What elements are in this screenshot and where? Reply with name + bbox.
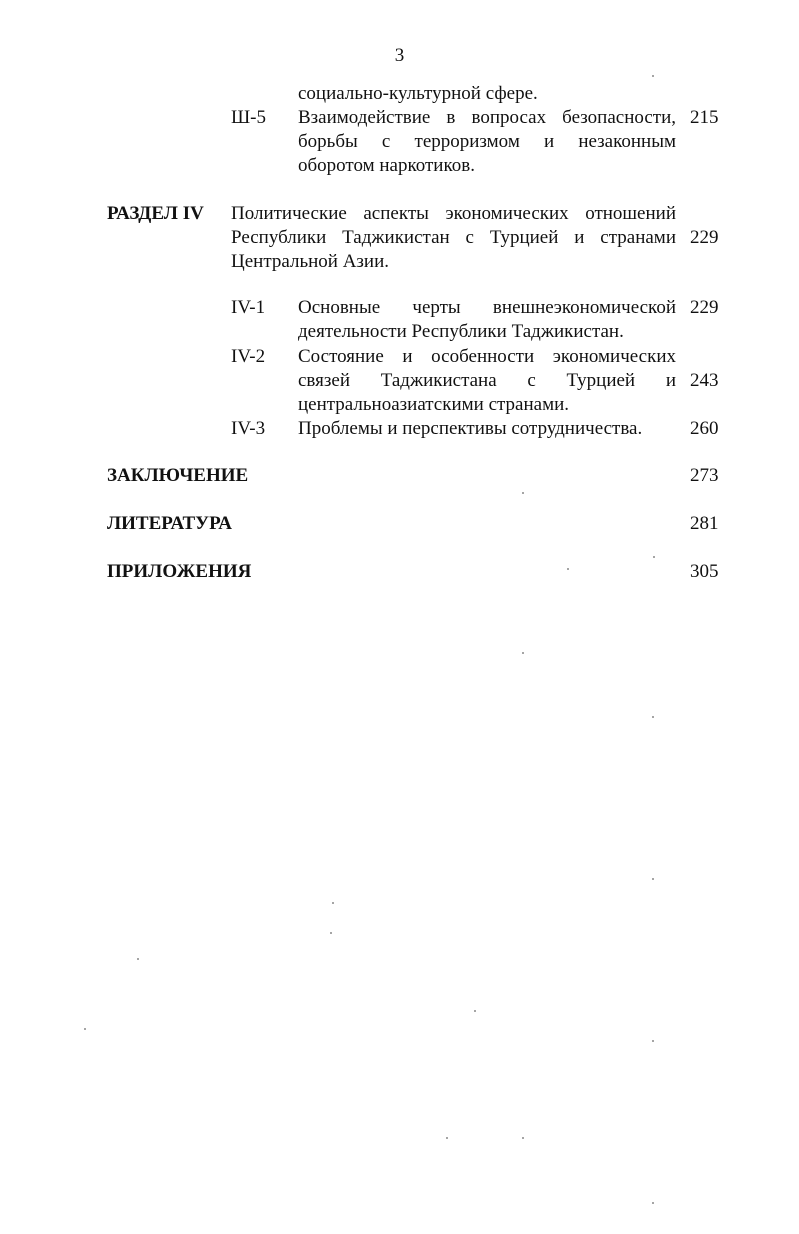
toc-section-4-line1: Политические аспекты экономических отношений [231, 203, 676, 224]
toc-entry-3-5-line3: оборотом наркотиков. [298, 155, 475, 176]
toc-entry-4-1-line2: деятельности Республики Таджикистан. [298, 321, 624, 342]
toc-section-4-line3: Центральной Азии. [231, 251, 390, 272]
toc-section-4-line2: Республики Таджикистан с Турцией и странами [231, 227, 676, 248]
toc-appendices-page: 305 [690, 561, 719, 582]
toc-entry-3-5-line2: борьбы с терроризмом и незаконным [298, 131, 676, 152]
toc-entry-4-3-page: 260 [690, 418, 719, 439]
toc-entry-4-2-line3: центральноазиатскими странами. [298, 394, 570, 415]
toc-entry-4-1-page: 229 [690, 297, 719, 318]
toc-section-4-label: РАЗДЕЛ IV [107, 203, 204, 224]
toc-entry-4-3-line1: Проблемы и перспективы сотрудничества. [298, 418, 643, 439]
toc-section-4-page: 229 [690, 227, 719, 248]
toc-entry-3-5-page: 215 [690, 107, 719, 128]
toc-appendices-label: ПРИЛОЖЕНИЯ [107, 561, 252, 582]
toc-entry-4-3-code: IV-3 [231, 418, 266, 439]
toc-conclusion-page: 273 [690, 465, 719, 486]
toc-literature-label: ЛИТЕРАТУРА [107, 513, 233, 534]
toc-entry-4-2-line2: связей Таджикистана с Турцией и [298, 370, 676, 391]
toc-entry-4-1-line1: Основные черты внешнеэкономической [298, 297, 676, 318]
page-number: 3 [394, 45, 405, 66]
toc-entry-3-5-line1: Взаимодействие в вопросах безопасности, [298, 107, 676, 128]
toc-entry-4-2-code: IV-2 [231, 346, 266, 367]
toc-literature-page: 281 [690, 513, 719, 534]
toc-entry-3-5-code: Ш-5 [231, 107, 266, 128]
toc-conclusion-label: ЗАКЛЮЧЕНИЕ [107, 465, 249, 486]
toc-entry-3-4-continuation: социально-культурной сфере. [298, 83, 538, 104]
toc-entry-4-2-line1: Состояние и особенности экономических [298, 346, 676, 367]
toc-entry-4-2-page: 243 [690, 370, 719, 391]
toc-entry-4-1-code: IV-1 [231, 297, 266, 318]
